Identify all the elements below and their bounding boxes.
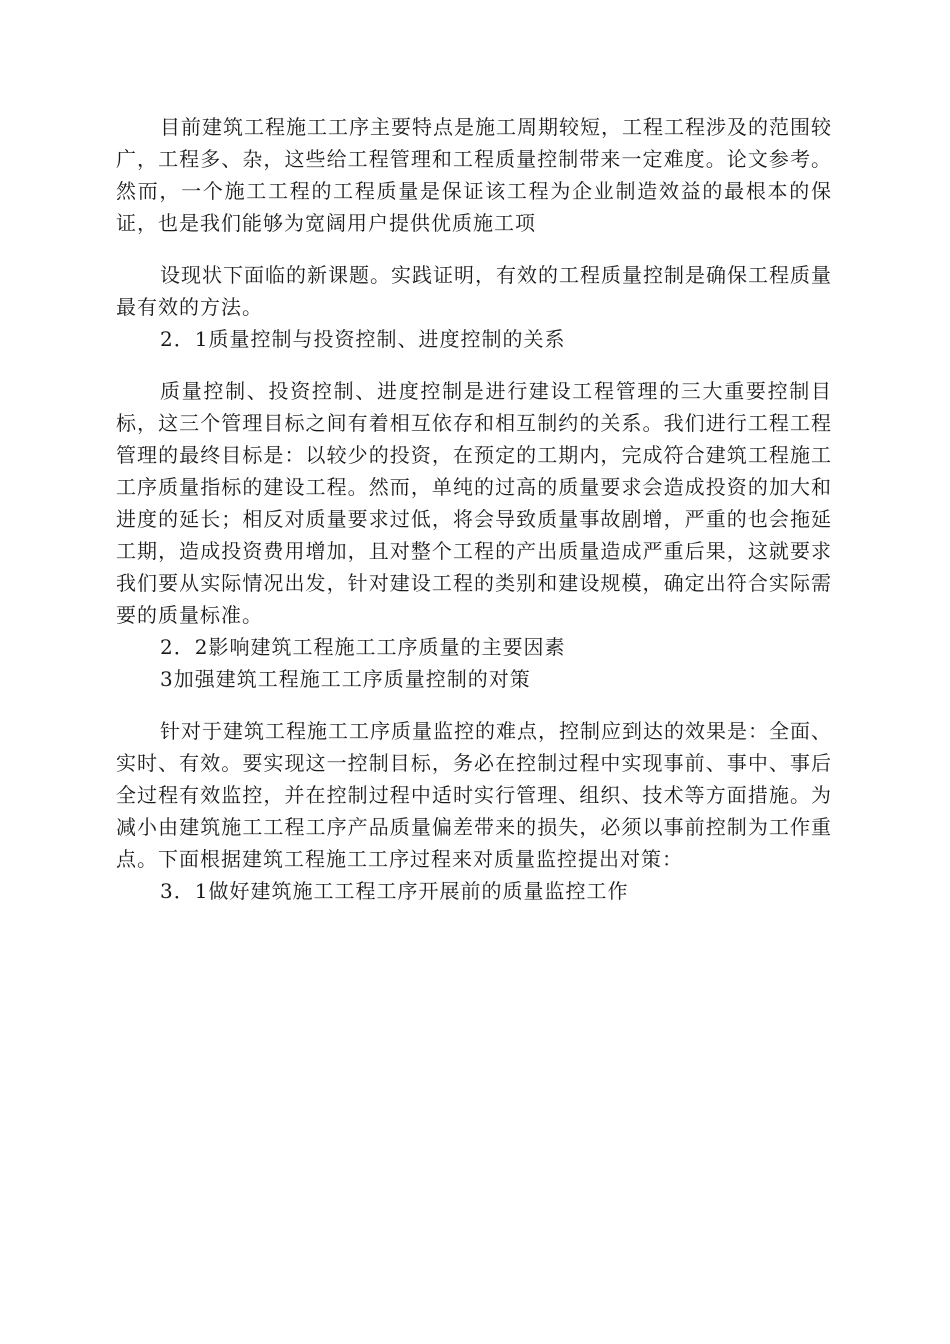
paragraph-monitoring-countermeasures: 针对于建筑工程施工工序质量监控的难点，控制应到达的效果是：全面、实时、有效。要实现这一控制目标，务必在控制过程中实现事前、事中、事后全过程有效监控，并在控制过程中适时实行管理、组织、技术等方面措施。为减小由建筑施工工程工序产品质量偏差带来的损失，必须以事前控制为工作重点。下面根据建筑工程施工工序过程来对质量监控提出对策： — [116, 719, 832, 871]
heading-2-2: 2．2影响建筑工程施工工序质量的主要因素 — [160, 635, 566, 659]
heading-3-1: 3．1做好建筑施工工程工序开展前的质量监控工作 — [160, 879, 629, 903]
document-body — [116, 111, 832, 907]
paragraph-three-control-goals: 质量控制、投资控制、进度控制是进行建设工程管理的三大重要控制目标，这三个管理目标之间有着相互依存和相互制约的关系。我们进行工程工程管理的最终目标是：以较少的投资，在预定的工期内，完成符合建筑工程施工工序质量指标的建设工程。然而，单纯的过高的质量要求会造成投资的加大和进度的延长；相反对质量要求过低，将会导致质量事故剧增，严重的也会拖延工期，造成投资费用增加，且对整个工程的产出质量造成严重后果，这就要求我们要从实际情况出发，针对建设工程的类别和建设规模，确定出符合实际需要的质量标准。 — [116, 379, 832, 627]
paragraph-quality-control-practice: 设现状下面临的新课题。实践证明，有效的工程质量控制是确保工程质量最有效的方法。 — [116, 263, 832, 319]
paragraph-construction-features: 目前建筑工程施工工序主要特点是施工周期较短，工程工程涉及的范围较广，工程多、杂，这些给工程管理和工程质量控制带来一定难度。论文参考。然而，一个施工工程的工程质量是保证该工程为企业制造效益的最根本的保证，也是我们能够为宽阔用户提供优质施工项 — [116, 115, 832, 235]
heading-3: 3加强建筑工程施工工序质量控制的对策 — [160, 667, 531, 691]
heading-2-1: 2．1质量控制与投资控制、进度控制的关系 — [160, 327, 566, 351]
